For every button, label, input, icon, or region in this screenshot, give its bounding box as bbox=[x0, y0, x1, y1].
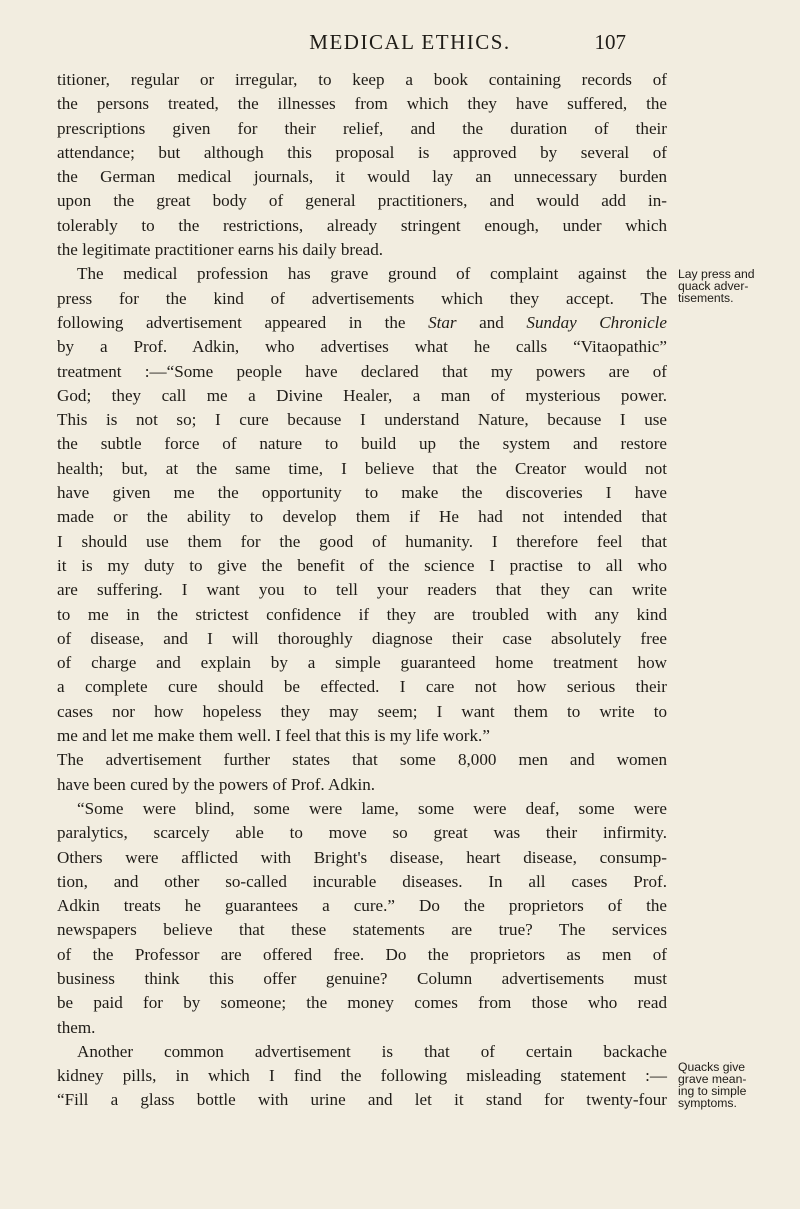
margin-note-quacks bbox=[678, 1061, 798, 1109]
margin-note-line: Quacks give bbox=[678, 1060, 746, 1074]
text-line: God; they call me a Divine Healer, a man of mysterious power. bbox=[57, 385, 667, 405]
margin-note-line: symptoms. bbox=[678, 1096, 737, 1110]
text-line: The medical profession has grave ground of complaint against the bbox=[77, 264, 667, 284]
text-line: by a Prof. Adkin, who advertises what he calls “Vitaopathic” bbox=[57, 337, 667, 357]
text-line: the persons treated, the illnesses from which they have suffered, the bbox=[57, 94, 667, 114]
body-text bbox=[57, 68, 667, 1113]
text-line: prescriptions given for their relief, and the duration of their bbox=[57, 118, 667, 138]
text-line: have given me the opportunity to make the discoveries I have bbox=[57, 483, 667, 503]
margin-note-line: grave mean- bbox=[678, 1072, 747, 1086]
margin-note-line: ing to simple bbox=[678, 1084, 747, 1098]
text-line: the subtle force of nature to build up the system and restore bbox=[57, 434, 667, 454]
text-line: tion, and other so-called incurable diseases. In all cases Prof. bbox=[57, 871, 667, 891]
text-line: to me in the strictest confidence if they are troubled with any kind bbox=[57, 604, 667, 624]
text-line: it is my duty to give the benefit of the science I practise to all who bbox=[57, 555, 667, 575]
text-line: me and let me make them well. I feel that this is my life work.” bbox=[57, 726, 490, 746]
text-line: of the Professor are offered free. Do the proprietors as men of bbox=[57, 944, 667, 964]
text-line: paralytics, scarcely able to move so great was their infirmity. bbox=[57, 823, 667, 843]
text-line: The advertisement further states that some 8,000 men and women bbox=[57, 750, 667, 770]
text-line-with-italics: following advertisement appeared in the Star and Sunday Chronicle bbox=[57, 312, 668, 332]
text-line: be paid for by someone; the money comes from those who read bbox=[57, 993, 667, 1013]
text-line: attendance; but although this proposal is approved by several of bbox=[57, 142, 667, 162]
text-line: upon the great body of general practitioners, and would add in- bbox=[57, 191, 667, 211]
text-line: the German medical journals, it would lay an unnecessary burden bbox=[57, 167, 667, 187]
text-line: “Some were blind, some were lame, some were deaf, some were bbox=[77, 798, 667, 818]
text-line: tolerably to the restrictions, already stringent enough, under which bbox=[57, 215, 667, 235]
text-line: newspapers believe that these statements are true? The services bbox=[57, 920, 667, 940]
text-line: kidney pills, in which I find the following misleading statement :— bbox=[57, 1066, 667, 1086]
text-line: cases nor how hopeless they may seem; I want them to write to bbox=[57, 701, 667, 721]
text-line: of disease, and I will thoroughly diagnose their case absolutely free bbox=[57, 628, 667, 648]
text-line: have been cured by the powers of Prof. Adkin. bbox=[57, 774, 376, 794]
text-line: This is not so; I cure because I understand Nature, because I use bbox=[57, 410, 667, 430]
text-line: a complete cure should be effected. I care not how serious their bbox=[57, 677, 667, 697]
italic-title: Star bbox=[428, 312, 457, 332]
text-line: Another common advertisement is that of certain backache bbox=[77, 1041, 667, 1061]
text-line: titioner, regular or irregular, to keep a book containing records of bbox=[57, 70, 667, 89]
running-title: MEDICAL ETHICS. bbox=[309, 30, 511, 54]
text-line: made or the ability to develop them if He had not intended that bbox=[57, 507, 667, 527]
text-line: I should use them for the good of humanity. I therefore feel that bbox=[57, 531, 667, 551]
text-line: health; but, at the same time, I believe that the Creator would not bbox=[57, 458, 667, 478]
text-line: them. bbox=[57, 1017, 96, 1037]
margin-note-line: quack adver- bbox=[678, 279, 749, 293]
margin-note-line: tisements. bbox=[678, 291, 734, 305]
text-line: “Fill a glass bottle with urine and let it stand for twenty-four bbox=[57, 1090, 667, 1110]
text-line: business think this offer genuine? Column advertisements must bbox=[57, 968, 667, 988]
text-line: of charge and explain by a simple guaranteed home treatment how bbox=[57, 653, 667, 673]
page-header bbox=[0, 30, 800, 64]
text-line: Others were afflicted with Bright's disease, heart disease, consump- bbox=[57, 847, 667, 867]
text-line: treatment :—“Some people have declared that my powers are of bbox=[57, 361, 667, 381]
text-line: Adkin treats he guarantees a cure.” Do the proprietors of the bbox=[57, 896, 667, 916]
text-line: press for the kind of advertisements which they accept. The bbox=[57, 288, 667, 308]
italic-title: Sunday Chronicle bbox=[526, 312, 668, 332]
text-line: the legitimate practitioner earns his daily bread. bbox=[57, 240, 384, 260]
text-line: are suffering. I want you to tell your readers that they can write bbox=[57, 580, 667, 600]
margin-note-line: Lay press and bbox=[678, 267, 755, 281]
margin-note-lay-press bbox=[678, 268, 798, 304]
page-number: 107 bbox=[594, 30, 626, 54]
